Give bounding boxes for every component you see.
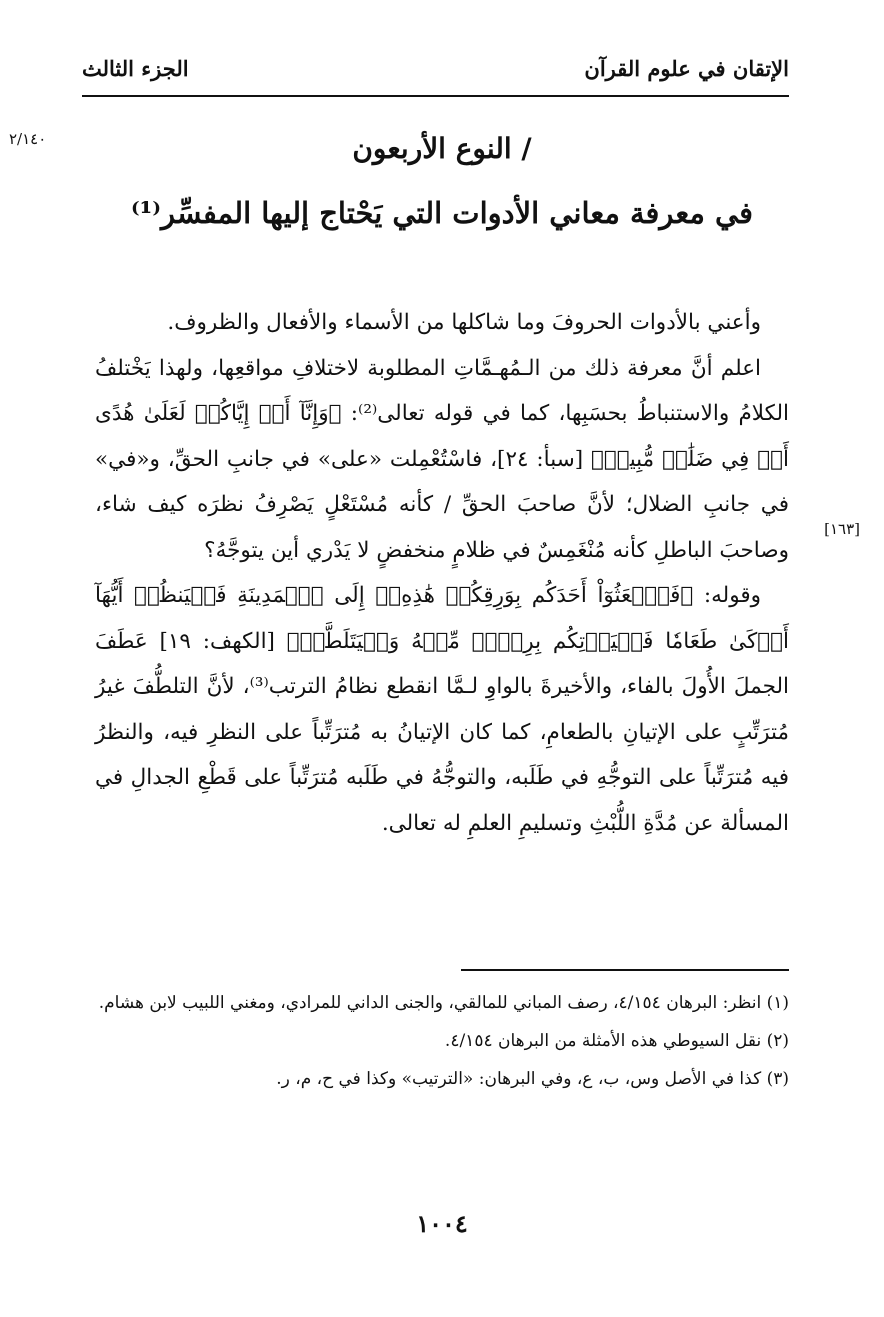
- footnote-rule: [461, 969, 789, 971]
- body-text: [95, 300, 789, 846]
- page-number: ١٠٠٤: [416, 1209, 468, 1238]
- margin-original-page-ref: ٢/١٤٠: [9, 130, 47, 148]
- footnote: (٢) نقل السيوطي هذه الأمثلة من البرهان ٤/١٥٤.: [444, 1031, 789, 1051]
- book-title: الإتقان في علوم القرآن: [584, 56, 789, 81]
- margin-edition-page-ref: [١٦٣]: [824, 520, 860, 538]
- footnote: (٣) كذا في الأصل وس، ب، ع، وفي البرهان: «الترتيب» وكذا في ح، م، ر.: [276, 1069, 789, 1089]
- footnotes: [81, 988, 789, 1102]
- header-rule: [82, 95, 789, 97]
- chapter-title: / النوع الأربعون: [352, 132, 532, 165]
- volume-label: الجزء الثالث: [82, 56, 189, 81]
- paragraph: وقوله: ﴿فَٱبۡعَثُوٓاْ أَحَدَكُم بِوَرِقِكُمۡ هَٰذِهِۦٓ إِلَى ٱلۡمَدِينَةِ فَلۡيَنظُرۡ أَيُّهَآ أَزۡكَىٰ طَعَامٗا فَلۡيَأۡتِكُم بِرِزۡقٖ مِّنۡهُ وَلۡيَتَلَطَّفۡ﴾ [الكهف: ١٩] عَطَفَ الجملَ الأُولَ بالفاء، والأخيرةَ بالواوِ لـمَّا انقطع نظامُ الترتب⁽³⁾، لأنَّ التلطُّفَ غيرُ مُترَتِّبٍ على الإتيانِ بالطعامِ، كما كان الإتيانُ به مُترَتِّباً على النظرِ فيه، والنظرُ فيه مُترَتِّباً على التوجُّهِ في طَلَبه، والتوجُّهُ في طَلَبه مُترَتِّباً على قَطْعِ الجدالِ في المسألة عن مُدَّةِ اللُّبْثِ وتسليمِ العلمِ له تعالى.: [95, 583, 790, 836]
- footnote: (١) انظر: البرهان ٤/١٥٤، رصف المباني للمالقي، والجنى الداني للمرادي، ومغني اللبيب لابن هشام.: [98, 993, 789, 1013]
- paragraph: اعلم أنَّ معرفة ذلك من الـمُهـمَّاتِ المطلوبة لاختلافِ مواقعِها، ولهذا يَخْتلفُ الكلامُ والاستنباطُ بحسَبِها، كما في قوله تعالى⁽²⁾: ﴿وَإِنَّآ أَوۡ إِيَّاكُمۡ لَعَلَىٰ هُدًى أَوۡ فِي ضَلَٰلٖ مُّبِينٖ﴾ [سبأ: ٢٤]، فاسْتُعْمِلت «على» في جانبِ الحقِّ، و«في» في جانبِ الضلال؛ لأنَّ صاحبَ الحقِّ / كأنه مُسْتَعْلٍ يَصْرِفُ نظرَه كيف شاء، وصاحبَ الباطلِ كأنه مُنْغَمِسٌ في ظلامٍ منخفضٍ لا يَدْري أين يتوجَّهُ؟: [95, 355, 789, 563]
- paragraph: وأعني بالأدوات الحروفَ وما شاكلها من الأسماء والأفعال والظروف.: [167, 310, 761, 335]
- chapter-subtitle: في معرفة معاني الأدوات التي يَحْتاج إليها المفسِّر⁽¹⁾: [130, 196, 754, 230]
